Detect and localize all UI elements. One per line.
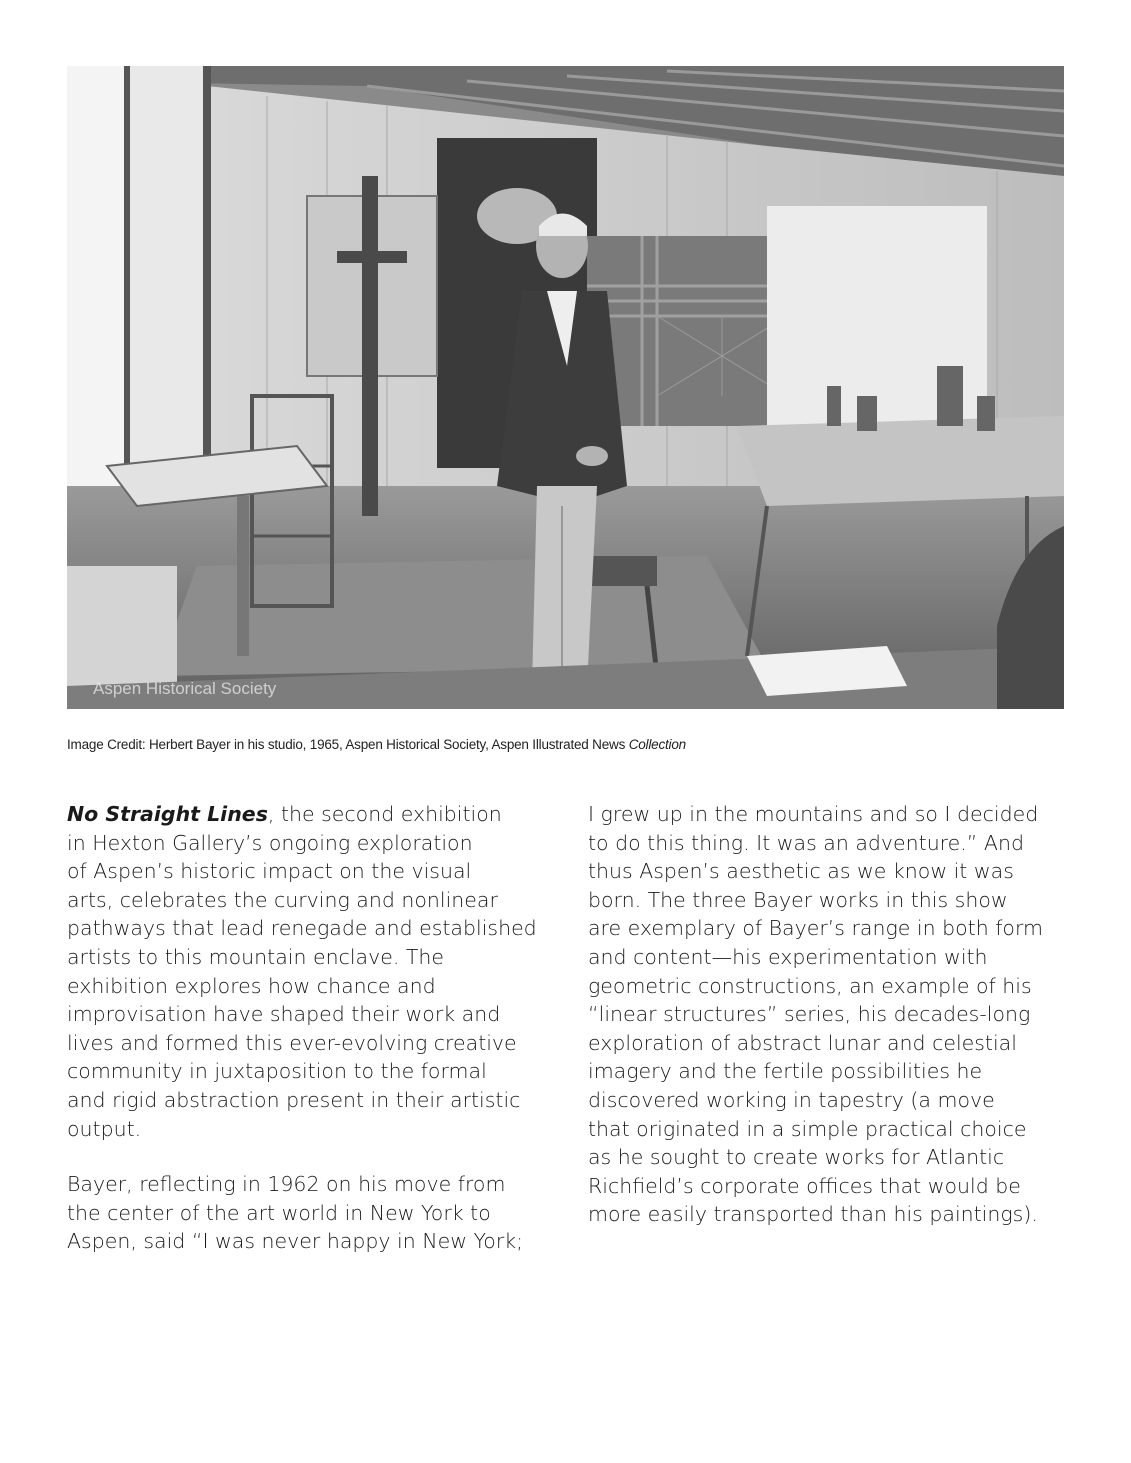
text-line: output. bbox=[67, 1116, 142, 1141]
photo-watermark: Aspen Historical Society bbox=[93, 679, 277, 698]
paragraph-intro bbox=[67, 800, 547, 1143]
caption-italic: Collection bbox=[628, 737, 686, 752]
right-text-column bbox=[588, 800, 1068, 1256]
text-line: Aspen, said “I was never happy in New York; bbox=[67, 1229, 524, 1254]
text-line: discovered working in tapestry (a move bbox=[588, 1087, 995, 1112]
image-credit-caption bbox=[67, 737, 686, 752]
studio-photograph bbox=[67, 66, 1064, 709]
exhibition-title: No Straight Lines bbox=[67, 802, 268, 826]
text-line: No Straight Lines, the second exhibition bbox=[67, 802, 502, 826]
photo-illustration bbox=[67, 66, 1064, 709]
text-line: are exemplary of Bayer’s range in both form bbox=[588, 916, 1044, 941]
text-line: Bayer, reflecting in 1962 on his move from bbox=[67, 1172, 506, 1197]
text-line: community in juxtaposition to the formal bbox=[67, 1059, 487, 1084]
text-line: “linear structures” series, his decades-long bbox=[588, 1002, 1031, 1027]
text-line: and rigid abstraction present in their artistic bbox=[67, 1087, 521, 1112]
text-line: in Hexton Gallery’s ongoing exploration bbox=[67, 830, 473, 855]
caption-text: Image Credit: Herbert Bayer in his studio, 1965, Aspen Historical Society, Aspen Illustrated News bbox=[67, 737, 629, 752]
text-line: exhibition explores how chance and bbox=[67, 973, 436, 998]
text-line: improvisation have shaped their work and bbox=[67, 1002, 501, 1027]
text-line: more easily transported than his paintings). bbox=[588, 1202, 1038, 1227]
text-line: and content—his experimentation with bbox=[588, 944, 988, 969]
text-line: of Aspen’s historic impact on the visual bbox=[67, 859, 472, 884]
text-line: to do this thing. It was an adventure.” And bbox=[588, 830, 1024, 855]
paragraph-bayer-quote bbox=[67, 1170, 547, 1256]
paragraph-continued bbox=[588, 800, 1068, 1229]
text-line: artists to this mountain enclave. The bbox=[67, 944, 444, 969]
text-line: the center of the art world in New York to bbox=[67, 1200, 491, 1225]
text-line: thus Aspen’s aesthetic as we know it was bbox=[588, 859, 1014, 884]
text-line: arts, celebrates the curving and nonlinear bbox=[67, 887, 498, 912]
text-line: I grew up in the mountains and so I decided bbox=[588, 802, 1039, 826]
text-line: pathways that lead renegade and established bbox=[67, 916, 537, 941]
text-line: imagery and the fertile possibilities he bbox=[588, 1059, 983, 1084]
text-line: lives and formed this ever-evolving creative bbox=[67, 1030, 517, 1055]
left-text-column bbox=[67, 800, 547, 1283]
text-line: that originated in a simple practical choice bbox=[588, 1116, 1027, 1141]
text-line: Richfield’s corporate offices that would be bbox=[588, 1173, 1021, 1198]
text-line: geometric constructions, an example of his bbox=[588, 973, 1032, 998]
text-line: as he sought to create works for Atlantic bbox=[588, 1145, 1005, 1170]
text-line: exploration of abstract lunar and celestial bbox=[588, 1030, 1017, 1055]
text-line: born. The three Bayer works in this show bbox=[588, 887, 1008, 912]
